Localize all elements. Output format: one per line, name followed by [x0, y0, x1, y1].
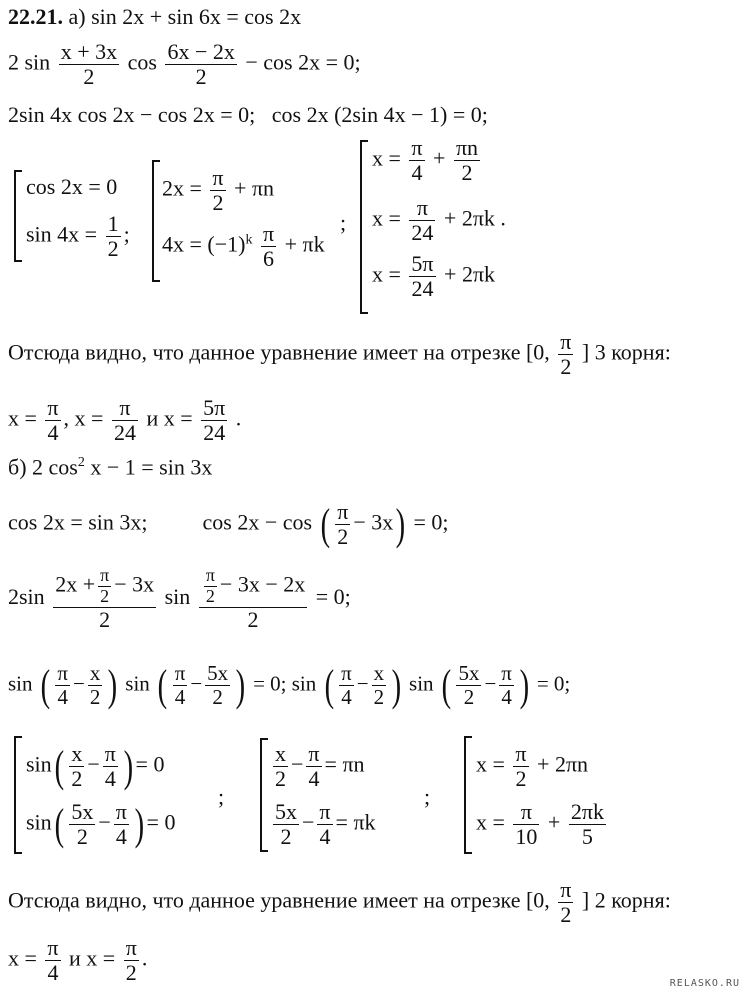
b-sys3-row2: x = $\frac{\pi}{10}$ + $\frac{2\pi k}{5}$ [476, 799, 604, 850]
b-sys3-row1: x = $\frac{\pi}{2}$ + 2πn [476, 741, 589, 792]
b-sys1-row1: sin( $\frac{x}{2}$ − $\frac{\pi}{4}$ ) = 0 [26, 741, 165, 792]
a-step1 [8, 40, 361, 89]
a-sys2-row2: $4x = (-1)^k$ $\frac{\pi}{6}$ + πk [162, 221, 325, 272]
b-roots: x = $\frac{\pi}{4}$ и x = $\frac{\pi}{2}$ . [8, 935, 148, 986]
system-bracket [260, 738, 268, 852]
fraction: $\frac{\pi}{4}$ [411, 135, 423, 186]
system-bracket [14, 736, 22, 854]
b-step1: cos 2x = sin 3x; cos 2x − cos ( $\frac{\pi}{2}$ − 3x) = 0; [8, 499, 449, 550]
b-sys2-row2: $\frac{5x}{2}$ − $\frac{\pi}{4}$ = πk [275, 799, 376, 850]
a-sys1-row1: cos 2x = 0 [26, 174, 118, 199]
system-bracket [14, 170, 22, 262]
fraction: $\frac{\pi}{2}$ [560, 877, 572, 928]
b-step3: sin ( $\frac{\pi}{4}$ − $\frac{x}{2}$ ) sin ( $\frac{\pi}{4}$ − $\frac{5x}{2}$ ) = 0; sin ( $\frac{\pi}{4}$ − $\frac{x}{2}$ ) sin ( $\frac{5x}{2}$ − $\frac{\pi}{4}$ ) = 0; [8, 660, 571, 710]
b-sys-separator-2: ; [424, 784, 431, 809]
part-a-equation: sin 2x + sin 6x = cos 2x [91, 4, 302, 29]
b-step2: 2sin 2x + $\frac{\pi}{2}$ − 3x 2 sin $\frac{\pi}{2}$ − 3x − 2x 2 = 0; [8, 565, 351, 632]
a-sys-separator: ; [340, 210, 347, 235]
system-bracket [464, 736, 472, 854]
fraction: $\frac{\pi}{2}$ [125, 935, 137, 986]
problem-header [8, 6, 301, 28]
a-conclusion: Отсюда видно, что данное уравнение имеет на отрезке [0, $\frac{\pi}{2}$ ] 3 корня: [8, 329, 671, 380]
system-bracket [152, 160, 160, 282]
b-sys1-row2: sin( $\frac{5x}{2}$ − $\frac{\pi}{4}$ ) = 0 [26, 799, 176, 850]
a-step1-tail: − cos 2x = 0; [245, 49, 361, 75]
part-a-label: а) [68, 4, 86, 29]
fraction: $\frac{\pi}{2}$ [560, 329, 572, 380]
fraction: $\frac{\pi}{24}$ [411, 195, 434, 246]
fraction: $\frac{6x - 2x}{2}$ [167, 39, 235, 90]
a-sys3-row2: x = $\frac{\pi}{24}$ + 2πk . [372, 195, 506, 246]
watermark: RELASKO.RU [669, 978, 740, 989]
fraction: $\frac{\pi}{4}$ [47, 935, 59, 986]
a-sys3-row1: x = $\frac{\pi}{4}$ + $\frac{\pi n}{2}$ [372, 135, 479, 186]
a-roots: x = $\frac{\pi}{4}$ , x = $\frac{\pi}{24}$ и x = $\frac{5\pi}{24}$ . [8, 395, 242, 446]
fraction: $\frac{5\pi}{24}$ [411, 251, 434, 302]
fraction: $\frac{\pi}{4}$ [47, 395, 59, 446]
b-conclusion: Отсюда видно, что данное уравнение имеет на отрезке [0, $\frac{\pi}{2}$ ] 2 корня: [8, 877, 671, 928]
a-sys1-row2: sin 4x = $\frac{1}{2}$ ; [26, 211, 130, 262]
problem-number: 22.21. [8, 4, 63, 29]
system-bracket [360, 140, 368, 314]
fraction: $\frac{\pi}{2}$ − 3x − 2x 2 [199, 566, 307, 632]
fraction: $\frac{\pi}{6}$ [262, 221, 275, 272]
b-sys-separator: ; [218, 784, 225, 809]
part-b-label: б) [8, 454, 27, 480]
fraction: $\frac{\pi}{2}$ [212, 165, 224, 216]
fraction: $\frac{\pi n}{2}$ [455, 135, 479, 186]
a-step1-mid: cos [127, 49, 157, 75]
a-step1-lead: 2 sin [8, 49, 51, 75]
fraction: $\frac{\pi}{2}$ [337, 499, 349, 550]
part-b-header: б) 2 $\cos^2 x - 1 = \sin 3x$ [8, 454, 213, 480]
fraction: $\frac{1}{2}$ [107, 211, 119, 262]
fraction: 2x + $\frac{\pi}{2}$ − 3x 2 [55, 565, 155, 632]
a-sys2-row1: 2x = $\frac{\pi}{2}$ + πn [162, 165, 275, 216]
fraction: $\frac{5\pi}{24}$ [203, 395, 226, 446]
fraction: $\frac{\pi}{24}$ [113, 395, 136, 446]
a-step2: 2sin 4x cos 2x − cos 2x = 0; cos 2x (2sin 4x − 1) = 0; [8, 102, 488, 127]
a-sys3-row3: x = $\frac{5\pi}{24}$ + 2πk [372, 251, 496, 302]
fraction: $\frac{x + 3x}{2}$ [60, 39, 118, 90]
b-sys2-row1: $\frac{x}{2}$ − $\frac{\pi}{4}$ = πn [275, 741, 365, 792]
